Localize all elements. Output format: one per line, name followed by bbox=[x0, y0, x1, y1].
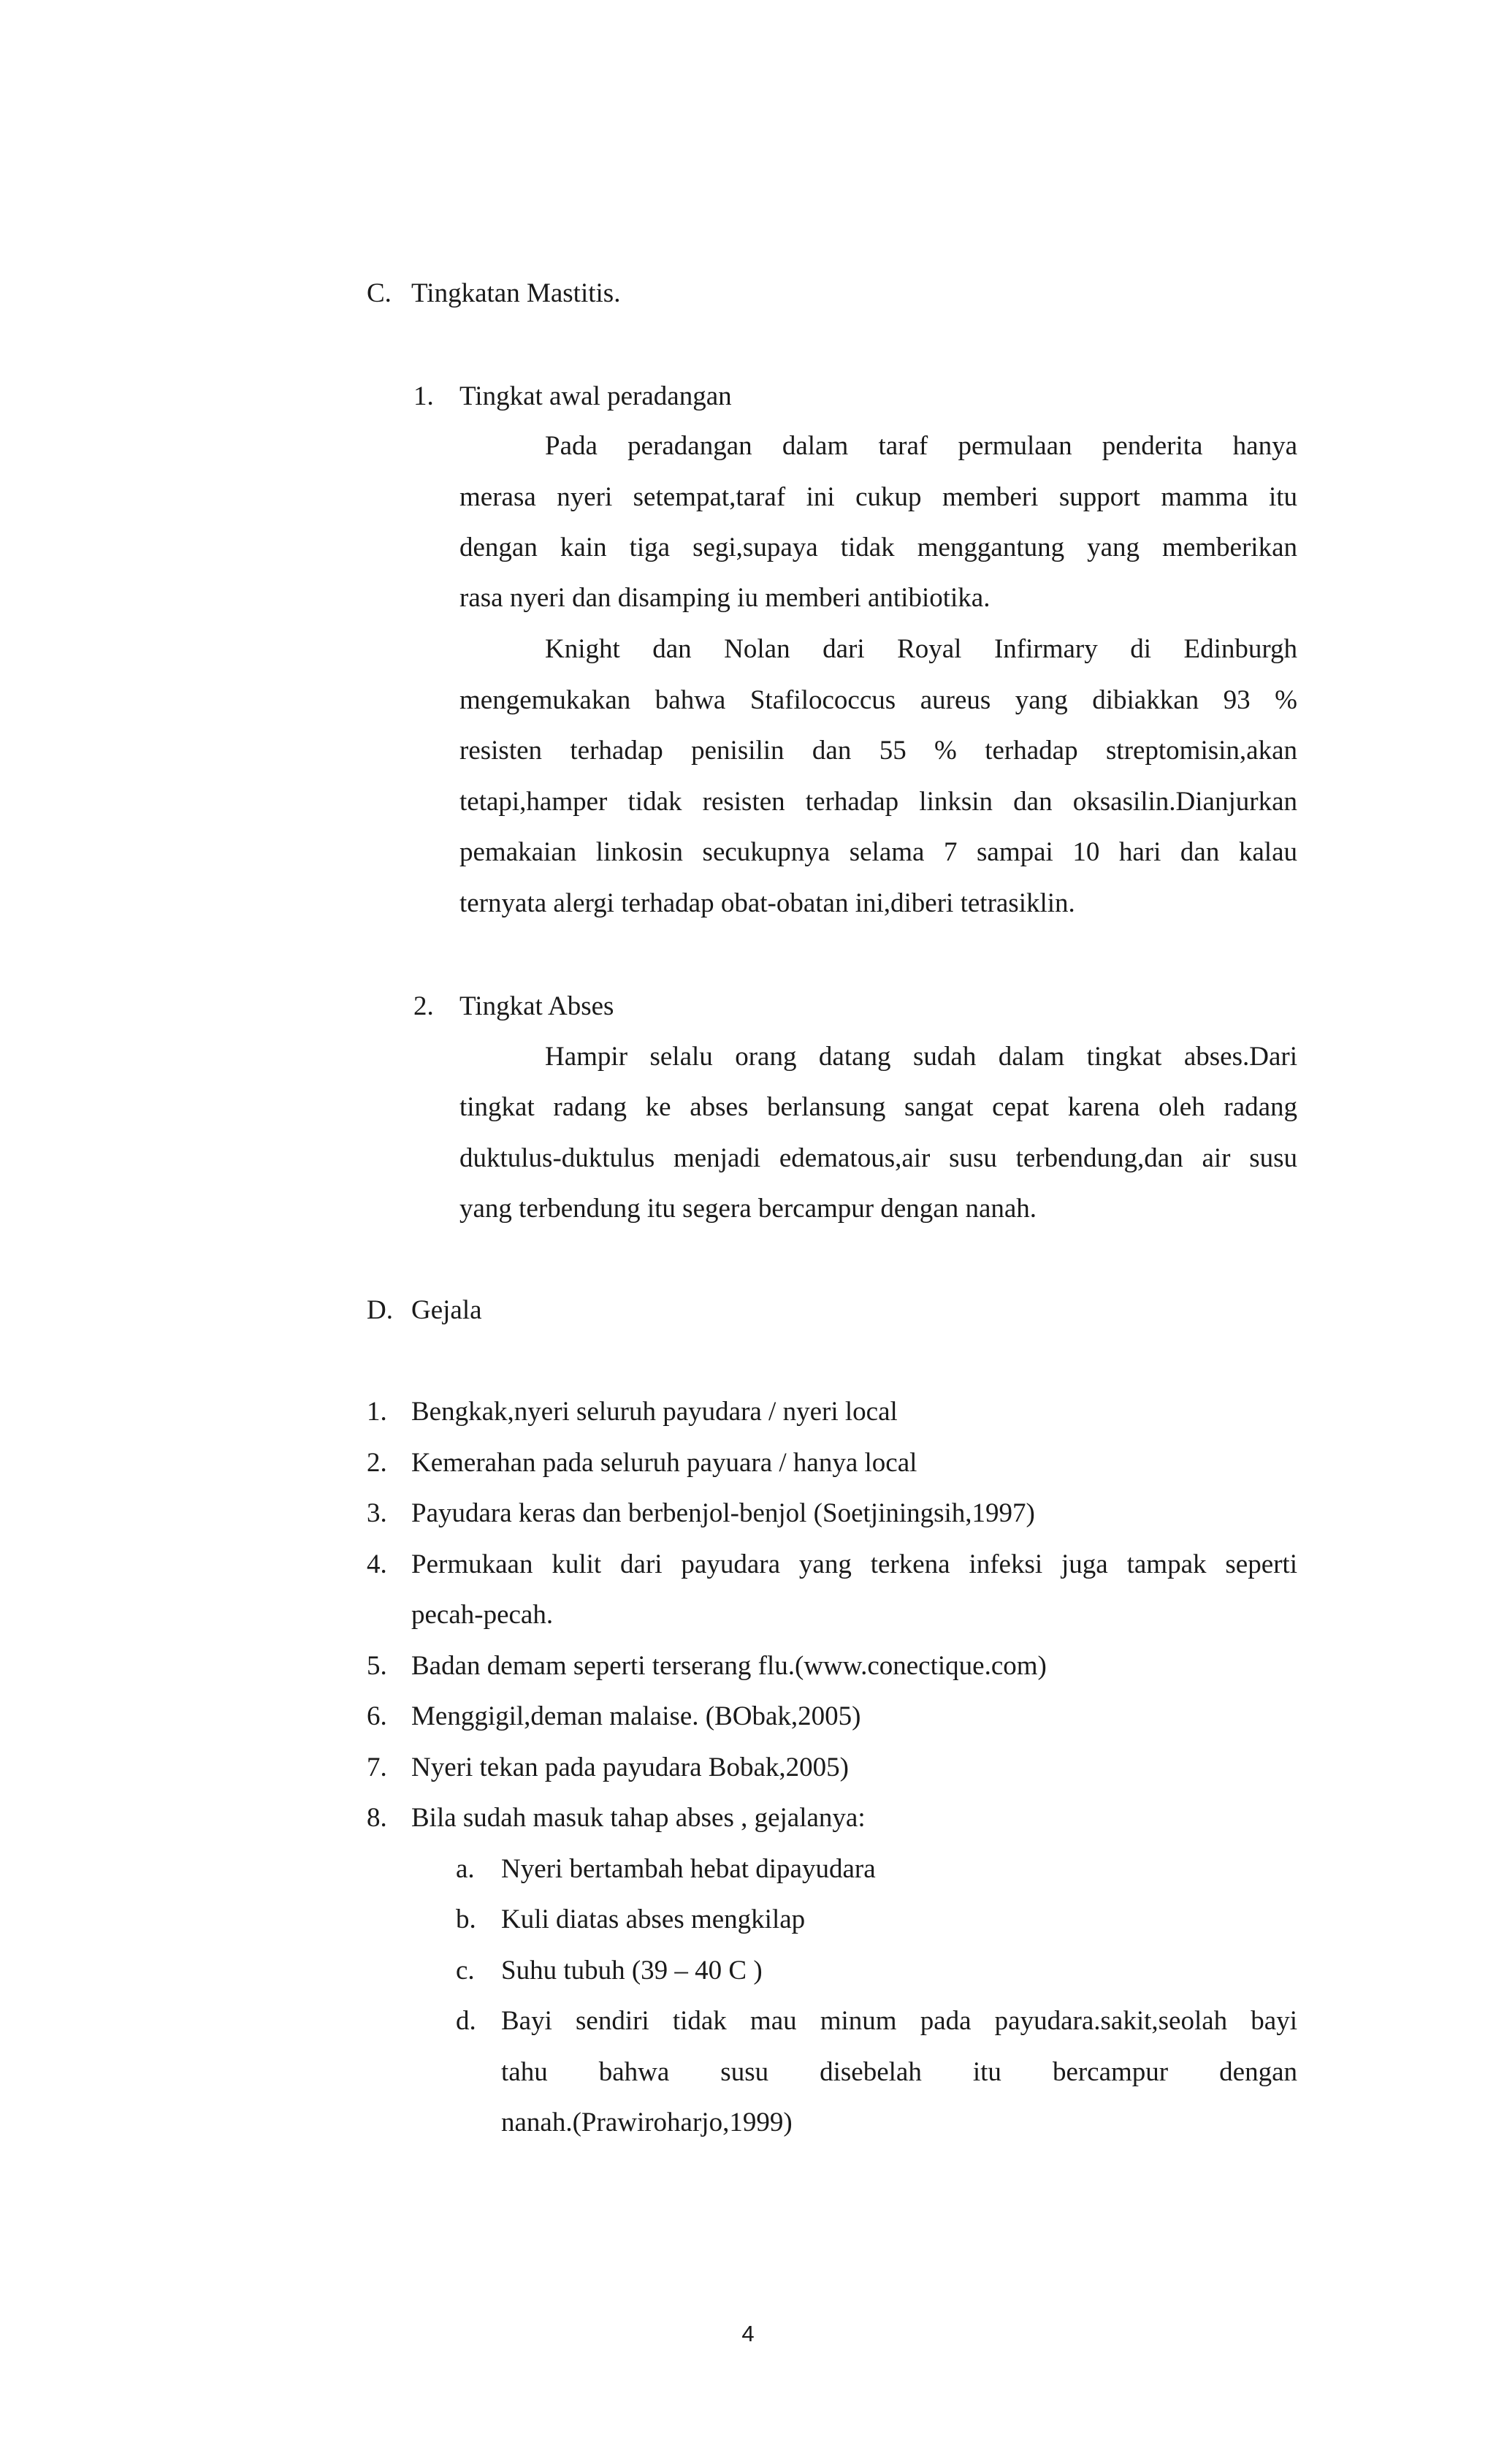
subitem-text-continued: tahu bahwa susu disebelah itu bercampur dengan bbox=[501, 2057, 1297, 2087]
item-2-title: Tingkat Abses bbox=[459, 991, 614, 1021]
paragraph-line: ternyata alergi terhadap obat-obatan ini,diberi tetrasiklin. bbox=[459, 888, 1075, 918]
subitem-text: Kuli diatas abses mengkilap bbox=[501, 1904, 806, 1934]
symptom-text: Menggigil,deman malaise. (BObak,2005) bbox=[411, 1701, 861, 1731]
symptom-number: 2. bbox=[367, 1448, 387, 1478]
symptom-text: Permukaan kulit dari payudara yang terkena infeksi juga tampak seperti bbox=[411, 1549, 1297, 1579]
subitem-letter: b. bbox=[456, 1904, 476, 1934]
symptom-text: Bengkak,nyeri seluruh payudara / nyeri local bbox=[411, 1397, 898, 1427]
section-d-title: Gejala bbox=[411, 1295, 482, 1325]
section-c-title: Tingkatan Mastitis. bbox=[411, 278, 621, 308]
symptom-number: 6. bbox=[367, 1701, 387, 1731]
subitem-letter: c. bbox=[456, 1956, 475, 1986]
symptom-text: Nyeri tekan pada payudara Bobak,2005) bbox=[411, 1752, 849, 1782]
paragraph-line: Knight dan Nolan dari Royal Infirmary di Edinburgh bbox=[545, 634, 1297, 664]
subitem-text: Suhu tubuh (39 – 40 C ) bbox=[501, 1956, 763, 1986]
subitem-text: Bayi sendiri tidak mau minum pada payudara.sakit,seolah bayi bbox=[501, 2006, 1297, 2036]
paragraph-line: pemakaian linkosin secukupnya selama 7 sampai 10 hari dan kalau bbox=[459, 837, 1297, 867]
symptom-number: 3. bbox=[367, 1498, 387, 1528]
symptom-text-continued: pecah-pecah. bbox=[411, 1600, 554, 1630]
symptom-number: 5. bbox=[367, 1651, 387, 1681]
symptom-number: 4. bbox=[367, 1549, 387, 1579]
paragraph-line: dengan kain tiga segi,supaya tidak menggantung yang memberikan bbox=[459, 533, 1297, 562]
symptom-text: Kemerahan pada seluruh payuara / hanya local bbox=[411, 1448, 917, 1478]
symptom-number: 8. bbox=[367, 1803, 387, 1833]
symptom-text: Badan demam seperti terserang flu.(www.conectique.com) bbox=[411, 1651, 1047, 1681]
section-c-marker: C. bbox=[367, 278, 392, 308]
paragraph-line: rasa nyeri dan disamping iu memberi antibiotika. bbox=[459, 583, 991, 613]
symptom-number: 1. bbox=[367, 1397, 387, 1427]
item-1-number: 1. bbox=[413, 381, 434, 411]
symptom-text: Bila sudah masuk tahap abses , gejalanya: bbox=[411, 1803, 866, 1833]
symptom-number: 7. bbox=[367, 1752, 387, 1782]
paragraph-line: mengemukakan bahwa Stafilococcus aureus yang dibiakkan 93 % bbox=[459, 685, 1297, 715]
paragraph-line: resisten terhadap penisilin dan 55 % terhadap streptomisin,akan bbox=[459, 736, 1297, 766]
paragraph-line: tingkat radang ke abses berlansung sangat cepat karena oleh radang bbox=[459, 1092, 1297, 1122]
item-2-number: 2. bbox=[413, 991, 434, 1021]
subitem-text-continued: nanah.(Prawiroharjo,1999) bbox=[501, 2108, 793, 2137]
paragraph-line: tetapi,hamper tidak resisten terhadap linksin dan oksasilin.Dianjurkan bbox=[459, 787, 1297, 817]
section-d-marker: D. bbox=[367, 1295, 393, 1325]
item-1-title: Tingkat awal peradangan bbox=[459, 381, 732, 411]
page-number: 4 bbox=[741, 2321, 755, 2346]
paragraph-line: yang terbendung itu segera bercampur dengan nanah. bbox=[459, 1194, 1037, 1224]
subitem-text: Nyeri bertambah hebat dipayudara bbox=[501, 1854, 876, 1884]
paragraph-line: Pada peradangan dalam taraf permulaan penderita hanya bbox=[545, 431, 1297, 461]
subitem-letter: a. bbox=[456, 1854, 475, 1884]
paragraph-line: duktulus-duktulus menjadi edematous,air susu terbendung,dan air susu bbox=[459, 1143, 1297, 1173]
paragraph-line: Hampir selalu orang datang sudah dalam tingkat abses.Dari bbox=[545, 1042, 1297, 1072]
subitem-letter: d. bbox=[456, 2006, 476, 2036]
paragraph-line: merasa nyeri setempat,taraf ini cukup memberi support mamma itu bbox=[459, 482, 1297, 512]
symptom-text: Payudara keras dan berbenjol-benjol (Soetjiningsih,1997) bbox=[411, 1498, 1035, 1528]
